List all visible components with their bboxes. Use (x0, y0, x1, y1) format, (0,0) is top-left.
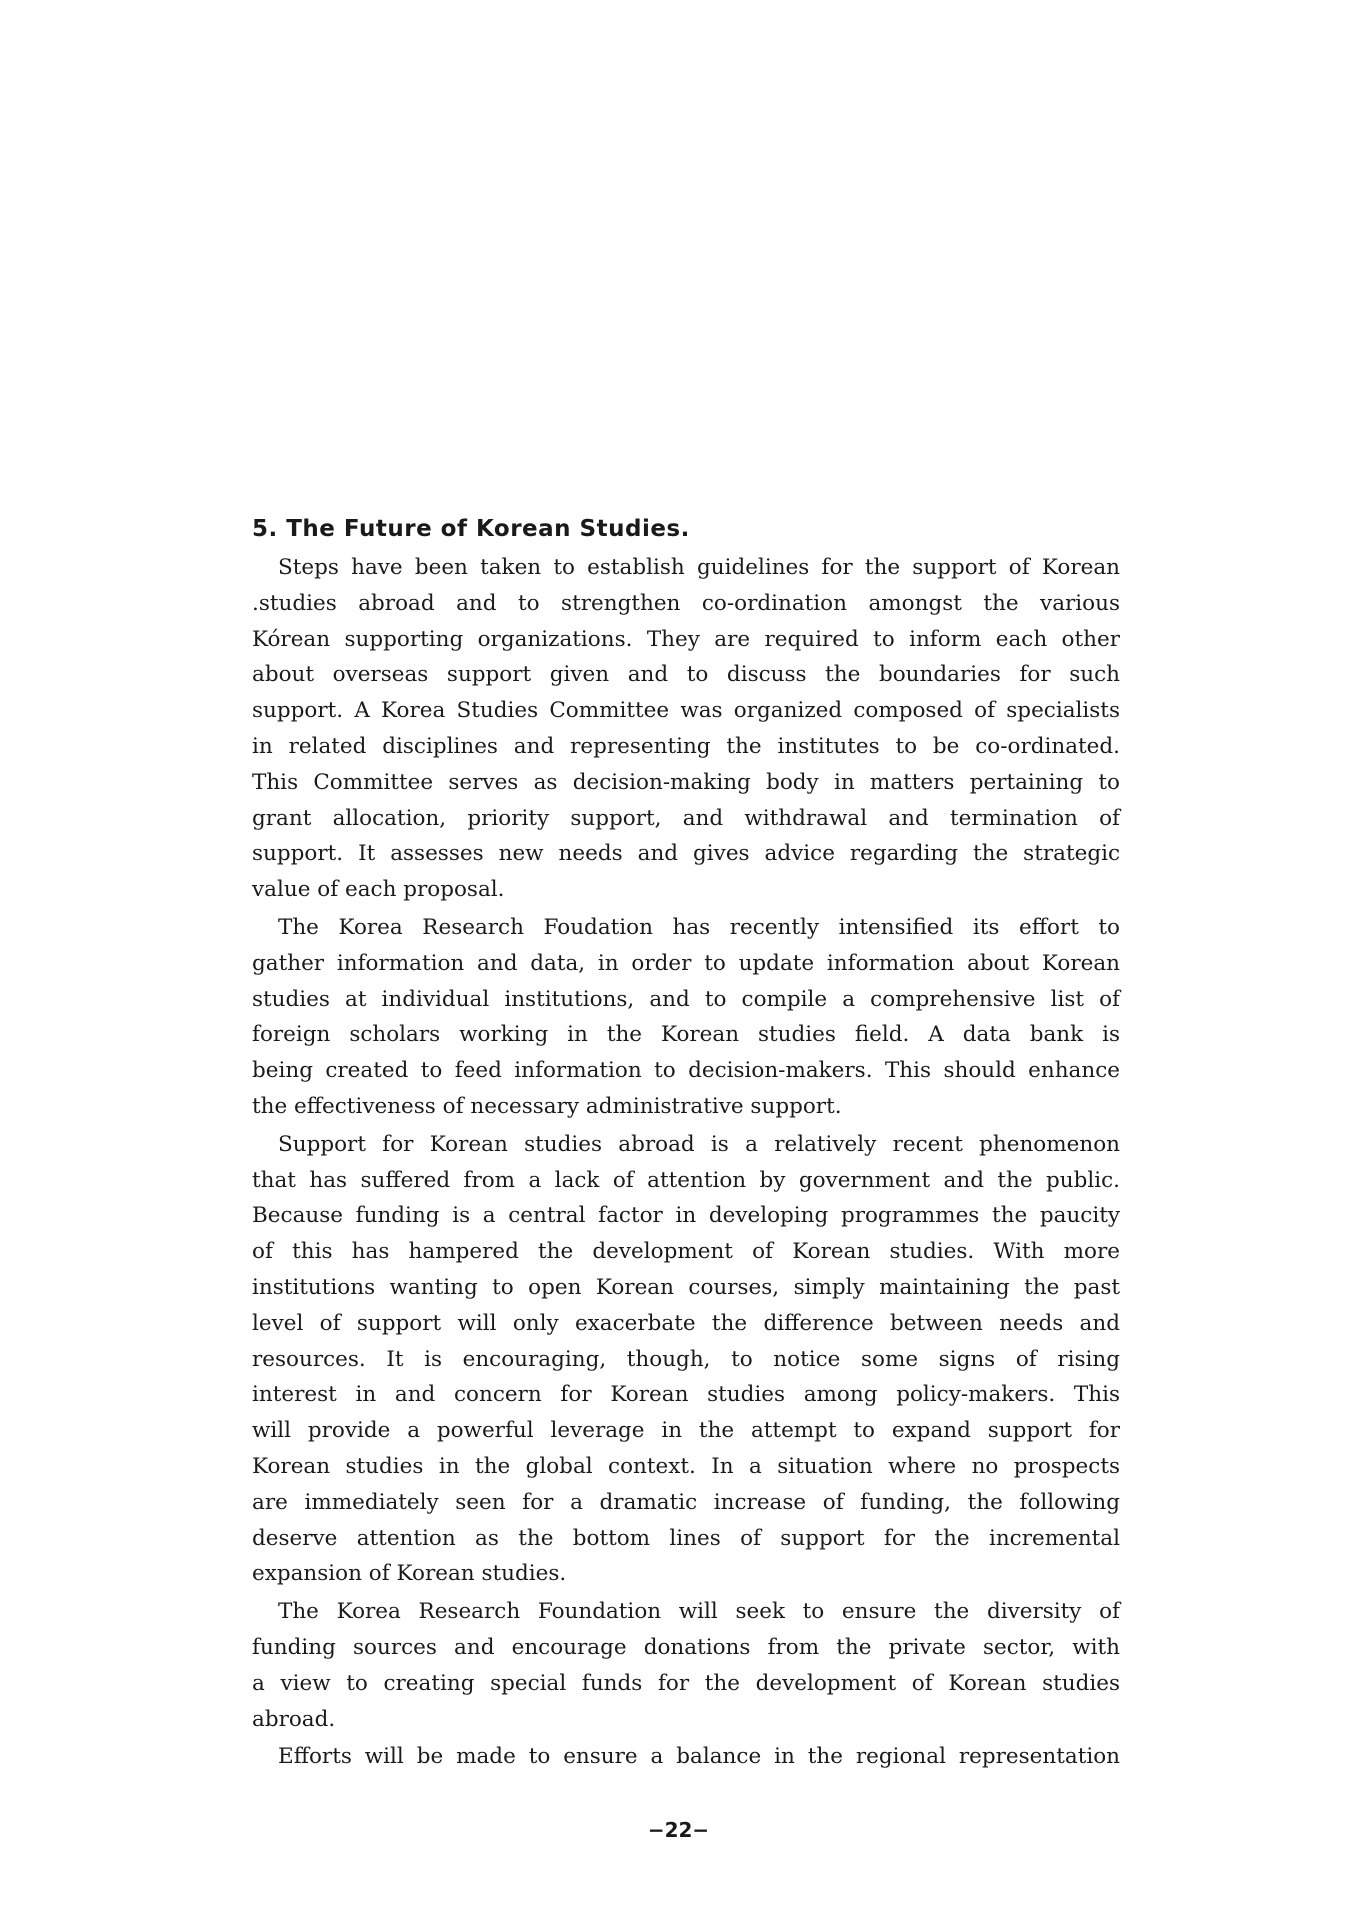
text-line: Because funding is a central factor in developing programmes the paucity (252, 1203, 1120, 1229)
text-line: about overseas support given and to discuss the boundaries for such (252, 662, 1120, 688)
paragraph (252, 1594, 1120, 1737)
text-line: Support for Korean studies abroad is a relatively recent phenomenon (278, 1131, 1120, 1157)
text-line: being created to feed information to decision-makers. This should enhance (252, 1058, 1120, 1084)
text-line: institutions wanting to open Korean courses, simply maintaining the past (252, 1274, 1120, 1300)
text-line: support. It assesses new needs and gives advice regarding the strategic (252, 841, 1120, 867)
text-line: funding sources and encourage donations from the private sector, with (252, 1634, 1120, 1660)
text-line: studies at individual institutions, and to compile a comprehensive list of (252, 986, 1120, 1012)
text-line: foreign scholars working in the Korean studies field. A data bank is (252, 1022, 1120, 1048)
paragraph (252, 1127, 1120, 1592)
text-line: Kórean supporting organizations. They are required to inform each other (252, 626, 1120, 652)
text-line: Korean studies in the global context. In a situation where no prospects (252, 1453, 1120, 1479)
text-line: that has suffered from a lack of attention by government and the public. (252, 1167, 1120, 1193)
text-line: value of each proposal. (252, 877, 505, 903)
section-heading: 5. The Future of Korean Studies. (252, 516, 690, 542)
text-line: gather information and data, in order to update information about Korean (252, 950, 1120, 976)
text-line: Steps have been taken to establish guidelines for the support of Korean (278, 555, 1120, 580)
text-line: expansion of Korean studies. (252, 1561, 567, 1587)
page-number: −22− (647, 1818, 710, 1842)
paragraph (252, 550, 1120, 908)
text-line: The Korea Research Foundation will seek to ensure the diversity of (278, 1599, 1120, 1625)
paragraph (252, 910, 1120, 1125)
text-line: grant allocation, priority support, and withdrawal and termination of (252, 805, 1120, 831)
paragraph-list (252, 550, 1120, 1775)
text-line: abroad. (252, 1706, 336, 1732)
text-line: the effectiveness of necessary administrative support. (252, 1093, 842, 1119)
page-body (252, 514, 1120, 1777)
text-line: This Committee serves as decision-making body in matters pertaining to (252, 769, 1120, 795)
text-line: will provide a powerful leverage in the attempt to expand support for (252, 1418, 1120, 1444)
text-line: in related disciplines and representing the institutes to be co-ordinated. (252, 733, 1120, 759)
text-line: are immediately seen for a dramatic increase of funding, the following (252, 1489, 1120, 1515)
text-line: support. A Korea Studies Committee was organized composed of specialists (252, 698, 1120, 724)
text-line: a view to creating special funds for the development of Korean studies (252, 1670, 1120, 1696)
text-line: .studies abroad and to strengthen co-ordination amongst the various (252, 590, 1120, 616)
text-line: level of support will only exacerbate the difference between needs and (252, 1310, 1120, 1336)
paragraph (252, 1739, 1120, 1775)
text-line: resources. It is encouraging, though, to notice some signs of rising (252, 1346, 1120, 1372)
text-line: The Korea Research Foudation has recently intensified its effort to (278, 914, 1120, 940)
text-line: Efforts will be made to ensure a balance in the regional representation (278, 1744, 1120, 1770)
text-line: interest in and concern for Korean studies among policy-makers. This (252, 1382, 1120, 1408)
text-line: of this has hampered the development of Korean studies. With more (252, 1239, 1120, 1265)
text-line: deserve attention as the bottom lines of support for the incremental (252, 1525, 1120, 1551)
